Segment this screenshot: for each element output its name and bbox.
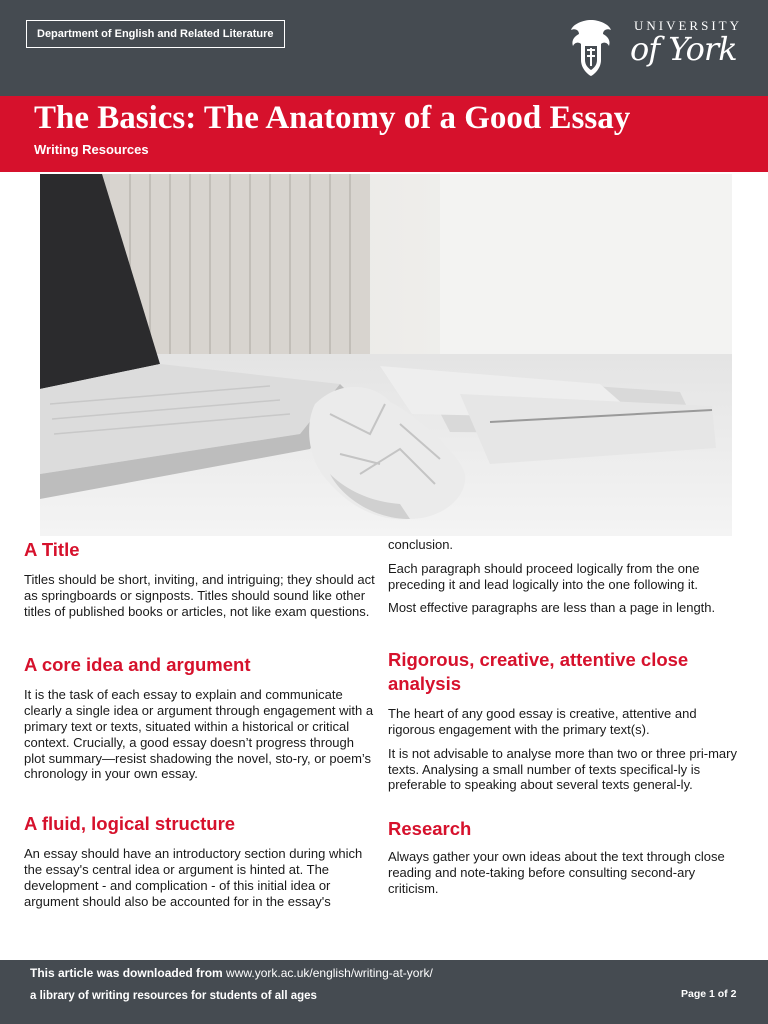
section-paragraph: It is the task of each essay to explain and communicate clearly a single idea or argument through engagement with a primary text or texts, situated within a historical or critical context. Crucially, a good essay doesn’t progress through plot summary—resist shadowing the novel, sto-ry, or poem’s chronology in your own essay. [24,687,374,782]
left-column [24,536,376,909]
section-paragraph: It is not advisable to analyse more than two or three pri-mary texts. Analysing a small number of texts specifical-ly is preferable to speaking about several texts general-ly. [388,745,737,793]
right-column [388,536,740,897]
section-paragraph: Most effective paragraphs are less than a page in length. [388,600,716,616]
university-crest-icon [563,16,619,80]
page-number: Page 1 of 2 [681,988,737,1000]
section-heading-core-idea: A core idea and argument [24,654,251,676]
section-paragraph: An essay should have an introductory section during which the essay's central idea or argument is hinted at. The development - and complication - of this initial idea or argument should also be accounted for in the essay's [24,846,363,909]
section-paragraph: Always gather your own ideas about the text through close reading and note-taking before consulting second-ary criticism. [388,849,725,896]
continued-paragraph: conclusion. [388,537,454,552]
page-title: The Basics: The Anatomy of a Good Essay [34,100,631,136]
footer-tagline: a library of writing resources for students of all ages [30,990,317,1002]
footer-download-line [30,966,433,980]
university-wordmark-top: UNIVERSITY [634,18,742,33]
hero-photo [40,174,732,536]
footer-download-prefix: This article was downloaded from [30,966,223,980]
section-heading-title: A Title [24,539,80,560]
section-heading-close-analysis: Rigorous, creative, attentive close analysis [388,649,689,695]
university-wordmark-name: of York [630,30,737,68]
section-paragraph: The heart of any good essay is creative, attentive and rigorous engagement with the primary text(s). [388,706,697,737]
footer-url-link[interactable]: www.york.ac.uk/english/writing-at-york/ [226,966,433,980]
department-label: Department of English and Related Literature [26,20,285,48]
page-subtitle: Writing Resources [34,142,149,157]
section-heading-research: Research [388,818,472,840]
section-paragraph: Titles should be short, inviting, and intriguing; they should act as springboards or signposts. Titles should sound like other titles of published books or articles, not like exam questions. [24,572,375,619]
section-paragraph: Each paragraph should proceed logically from the one preceding it and lead logically into the one following it. [388,560,700,592]
section-heading-structure: A fluid, logical structure [24,813,236,835]
